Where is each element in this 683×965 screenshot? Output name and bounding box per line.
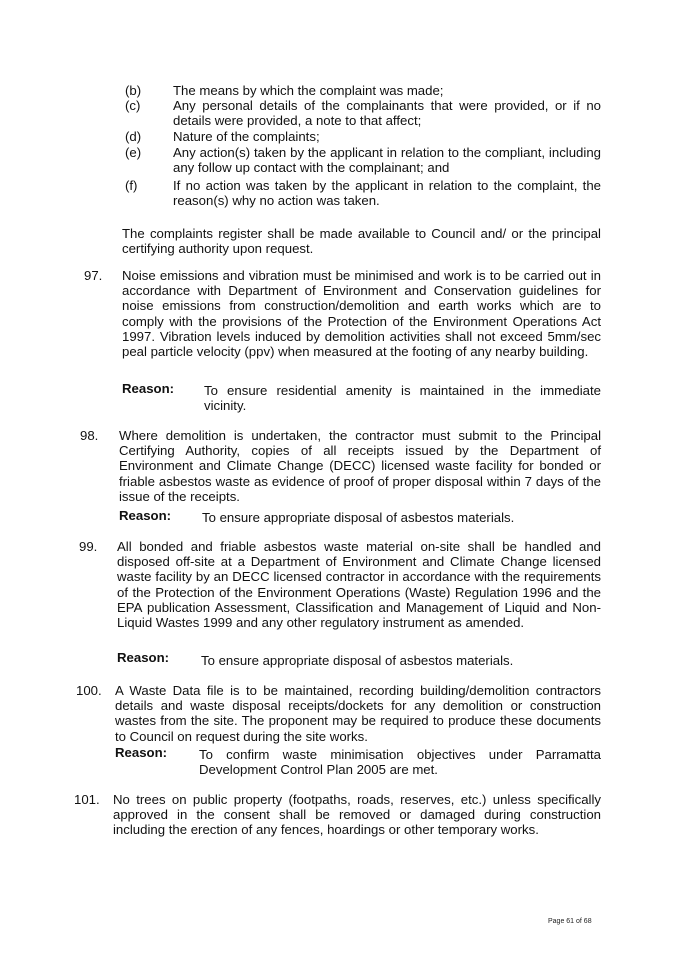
- sublist-label: (f): [125, 178, 138, 193]
- sublist-text: Any action(s) taken by the applicant in relation to the compliant, including any follow up contact with the complainant; and: [173, 145, 601, 176]
- reason-label: Reason:: [119, 508, 172, 523]
- condition-text: All bonded and friable asbestos waste material on-site shall be handled and disposed off-site at a Department of Environment and Climate Change licensed waste facility by an DECC licensed contractor in accordance with the requirements of the Protection of the Environment Operations (Waste) Regulation 1996 and the EPA publication Assessment, Classification and Management of Liquid and Non-Liquid Wastes 1999 and any other regulatory instrument as amended.: [117, 539, 601, 631]
- condition-number: 100.: [76, 683, 102, 698]
- reason-text: To ensure residential amenity is maintained in the immediate vicinity.: [204, 383, 601, 414]
- sublist-label: (d): [125, 129, 142, 144]
- sublist-text: The means by which the complaint was made;: [173, 83, 444, 98]
- condition-text: A Waste Data file is to be maintained, recording building/demolition contractors details and waste disposal receipts/dockets for any demolition or construction wastes from the site. The proponent may be required to produce these documents to Council on request during the site works.: [115, 683, 601, 744]
- condition-number: 99.: [79, 539, 98, 554]
- condition-text: Where demolition is undertaken, the contractor must submit to the Principal Certifying Authority, copies of all receipts issued by the Department of Environment and Climate Change (DECC) licensed waste facility for bonded or friable asbestos waste as evidence of proof of proper disposal within 7 days of the issue of the receipts.: [119, 428, 601, 504]
- sublist-label: (c): [125, 98, 141, 113]
- condition-number: 97.: [84, 268, 103, 283]
- page-footer: Page 61 of 68: [548, 918, 592, 925]
- condition-number: 101.: [74, 792, 100, 807]
- sublist-label: (b): [125, 83, 142, 98]
- sublist-label: (e): [125, 145, 142, 160]
- condition-number: 98.: [80, 428, 99, 443]
- condition-text: Noise emissions and vibration must be minimised and work is to be carried out in accordance with Department of Environment and Conservation guidelines for noise emissions from construction/demolition and earth works which are to comply with the provisions of the Protection of the Environment Operations Act 1997. Vibration levels induced by demolition activities shall not exceed 5mm/sec peal particle velocity (ppv) when measured at the footing of any nearby building.: [122, 268, 601, 360]
- condition-text: No trees on public property (footpaths, roads, reserves, etc.) unless specifically approved in the consent shall be removed or damaged during construction including the erection of any fences, hoardings or other temporary works.: [113, 792, 601, 838]
- reason-text: To confirm waste minimisation objectives under Parramatta Development Control Plan 2005 are met.: [199, 747, 601, 778]
- reason-text: To ensure appropriate disposal of asbestos materials.: [202, 510, 515, 525]
- sublist-text: Nature of the complaints;: [173, 129, 320, 144]
- reason-label: Reason:: [117, 650, 170, 665]
- sublist-text: Any personal details of the complainants that were provided, or if no details were provided, a note to that affect;: [173, 98, 601, 129]
- sublist-text: If no action was taken by the applicant in relation to the complaint, the reason(s) why no action was taken.: [173, 178, 601, 209]
- reason-text: To ensure appropriate disposal of asbestos materials.: [201, 653, 514, 668]
- register-note: The complaints register shall be made available to Council and/ or the principal certifying authority upon request.: [122, 226, 601, 257]
- reason-label: Reason:: [122, 381, 175, 396]
- reason-label: Reason:: [115, 745, 168, 760]
